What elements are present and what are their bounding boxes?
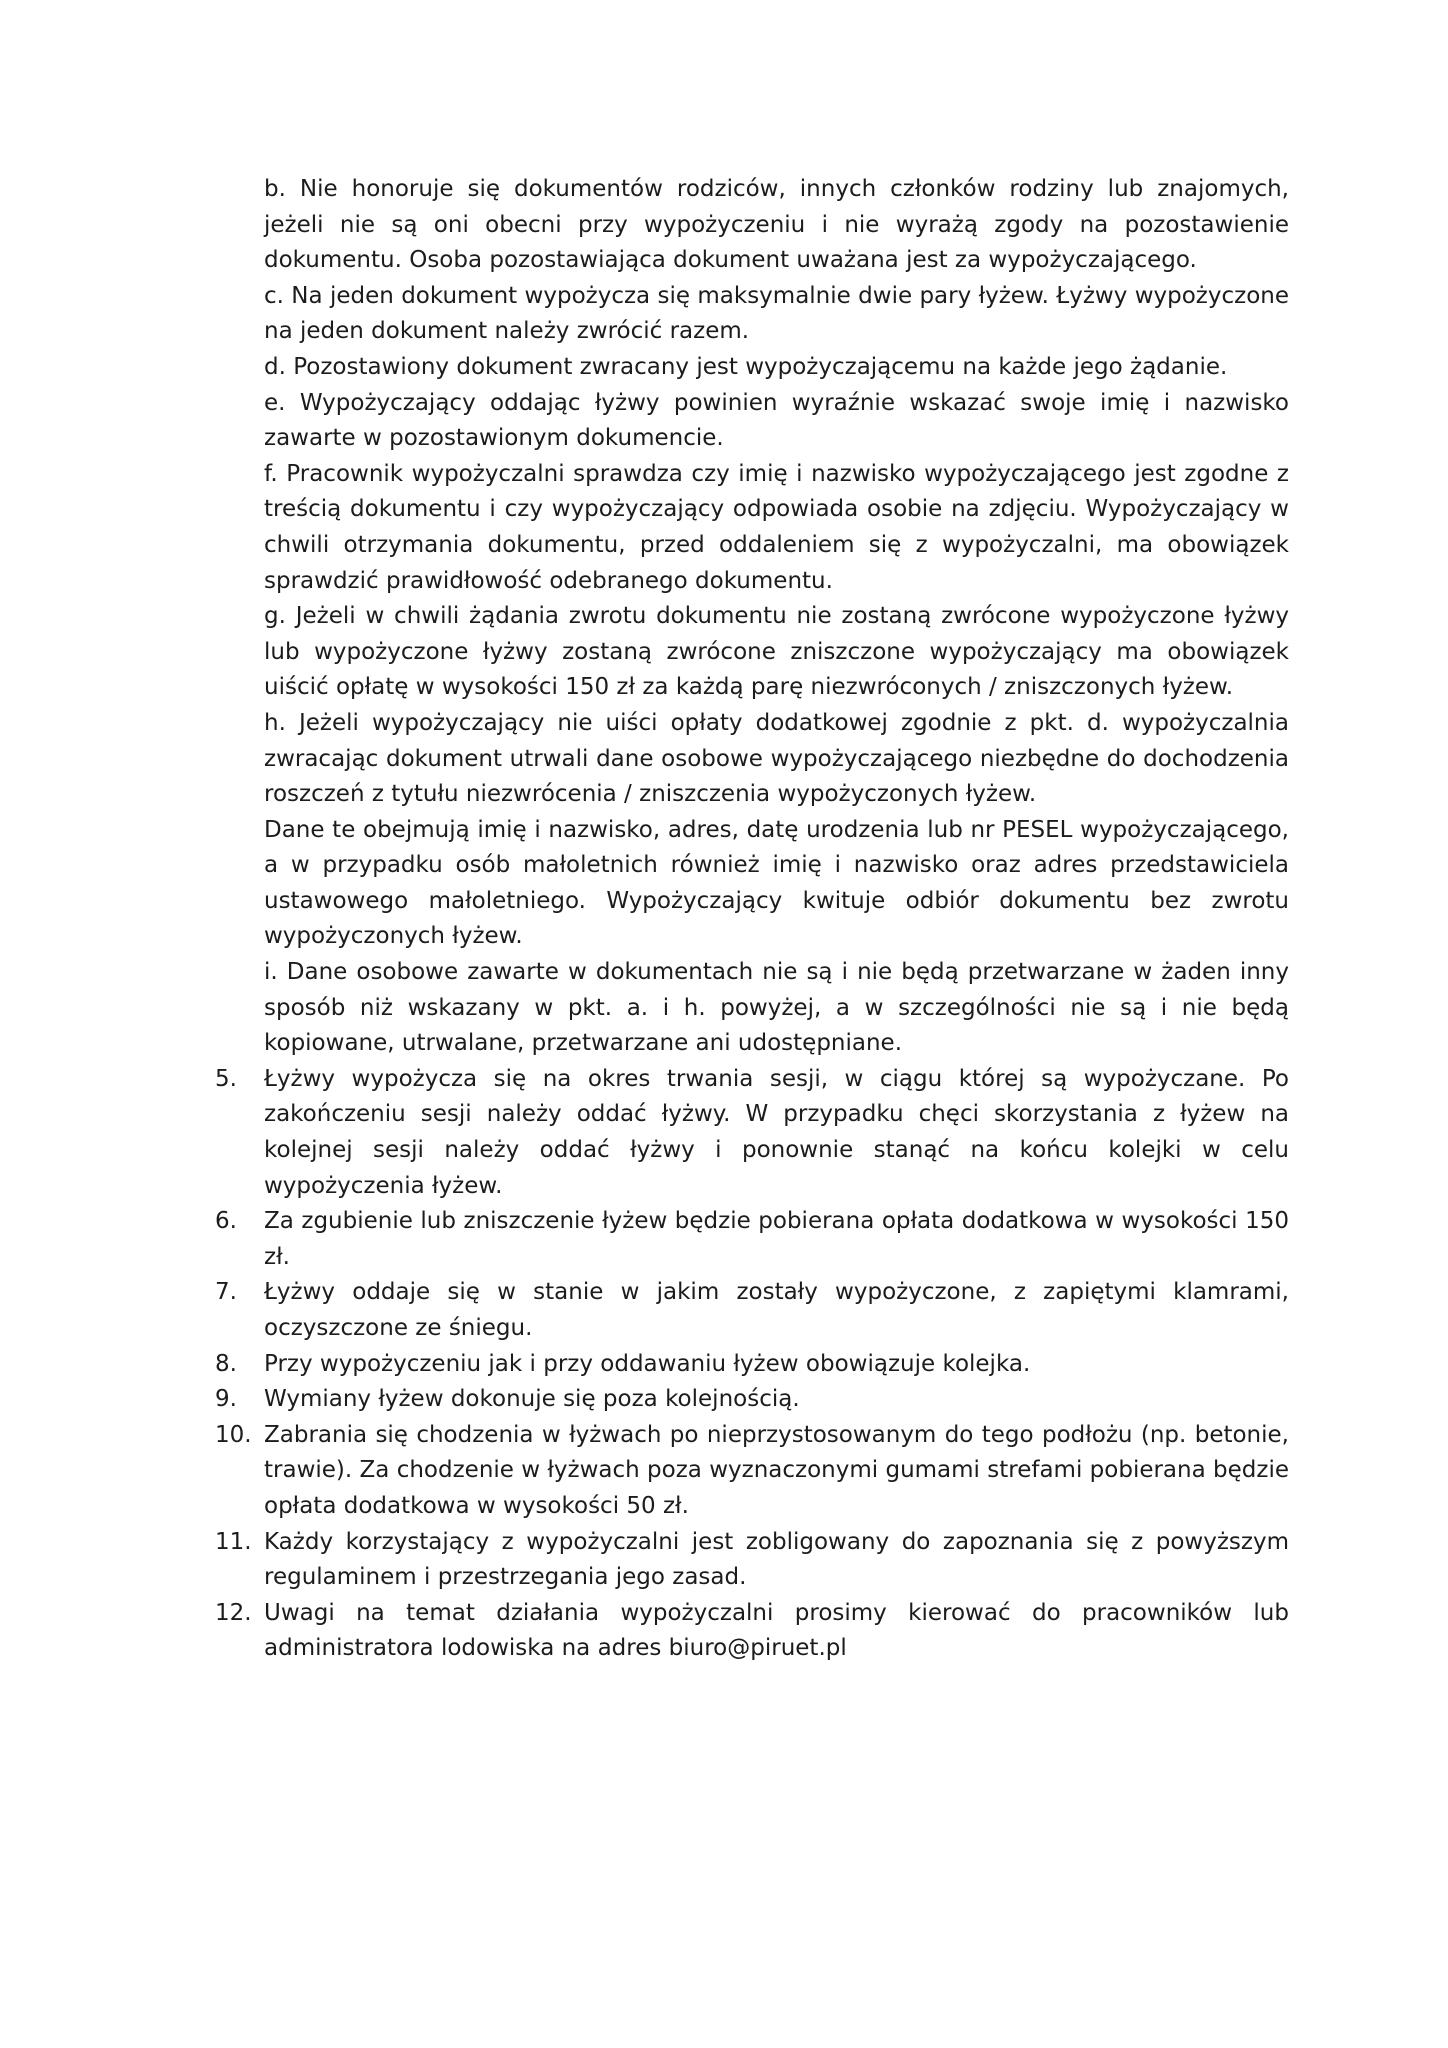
list-item-5 <box>215 1062 1289 1204</box>
list-item-text: Zabrania się chodzenia w łyżwach po nieprzystosowanym do tego podłożu (np. betonie, trawie). Za chodzenie w łyżwach poza wyznaczonymi gumami strefami pobierana będzie opłata dodatkowa w wysokości 50 zł. <box>264 1421 1289 1519</box>
list-item-number: 8. <box>215 1350 237 1377</box>
list-item-11 <box>215 1525 1289 1596</box>
sub-item-d: d. Pozostawiony dokument zwracany jest wypożyczającemu na każde jego żądanie. <box>264 353 1228 380</box>
list-item-text: Za zgubienie lub zniszczenie łyżew będzie pobierana opłata dodatkowa w wysokości 150 zł. <box>264 1208 1289 1270</box>
list-item-8 <box>215 1347 1289 1383</box>
sub-item-g: g. Jeżeli w chwili żądania zwrotu dokumentu nie zostaną zwrócone wypożyczone łyżwy lub wypożyczone łyżwy zostaną zwrócone zniszczone wypożyczający ma obowiązek uiścić opłatę w wysokości 150 zł za każdą parę niezwróconych / zniszczonych łyżew. <box>264 603 1289 701</box>
list-item-text: Uwagi na temat działania wypożyczalni prosimy kierować do pracowników lub administratora lodowiska na adres biuro@piruet.pl <box>264 1599 1289 1662</box>
sub-item-c: c. Na jeden dokument wypożycza się maksymalnie dwie pary łyżew. Łyżwy wypożyczone na jeden dokument należy zwrócić razem. <box>264 282 1289 345</box>
numbered-list <box>215 1062 1289 1667</box>
list-item-number: 7. <box>215 1279 237 1306</box>
sub-item-h-continuation: Dane te obejmują imię i nazwisko, adres, datę urodzenia lub nr PESEL wypożyczającego, a w przypadku osób małoletnich również imię i nazwisko oraz adres przedstawiciela ustawowego małoletniego. Wypożyczający kwituje odbiór dokumentu bez zwrotu wypożyczonych łyżew. <box>264 816 1289 950</box>
sub-item-h: h. Jeżeli wypożyczający nie uiści opłaty dodatkowej zgodnie z pkt. d. wypożyczalnia zwracając dokument utrwali dane osobowe wypożyczającego niezbędne do dochodzenia roszczeń z tytułu niezwrócenia / zniszczenia wypożyczonych łyżew. <box>264 709 1289 808</box>
list-item-number: 6. <box>215 1208 237 1235</box>
list-item-6 <box>215 1204 1289 1275</box>
sub-item-b: b. Nie honoruje się dokumentów rodziców, innych członków rodziny lub znajomych, jeżeli nie są oni obecni przy wypożyczeniu i nie wyrażą zgody na pozostawienie dokumentu. Osoba pozostawiająca dokument uważana jest za wypożyczającego. <box>264 176 1289 274</box>
list-item-number: 11. <box>215 1528 252 1555</box>
list-item-number: 10. <box>215 1421 252 1448</box>
regulations-text <box>215 172 1289 1667</box>
list-item-text: Każdy korzystający z wypożyczalni jest zobligowany do zapoznania się z powyższym regulaminem i przestrzegania jego zasad. <box>264 1528 1289 1591</box>
list-item-7 <box>215 1275 1289 1346</box>
list-item-12 <box>215 1596 1289 1667</box>
list-item-9 <box>215 1382 1289 1418</box>
list-item-number: 9. <box>215 1386 237 1413</box>
sub-item-i: i. Dane osobowe zawarte w dokumentach nie są i nie będą przetwarzane w żaden inny sposób niż wskazany w pkt. a. i h. powyżej, a w szczególności nie są i nie będą kopiowane, utrwalane, przetwarzane ani udostępniane. <box>264 959 1289 1057</box>
list-item-text: Łyżwy wypożycza się na okres trwania sesji, w ciągu której są wypożyczane. Po zakończeniu sesji należy oddać łyżwy. W przypadku chęci skorzystania z łyżew na kolejnej sesji należy oddać łyżwy i ponownie stanąć na końcu kolejki w celu wypożyczenia łyżew. <box>264 1065 1289 1199</box>
sub-item-e: e. Wypożyczający oddając łyżwy powinien wyraźnie wskazać swoje imię i nazwisko zawarte w pozostawionym dokumencie. <box>264 389 1289 452</box>
list-item-text: Łyżwy oddaje się w stanie w jakim zostały wypożyczone, z zapiętymi klamrami, oczyszczone ze śniegu. <box>264 1279 1289 1341</box>
list-item-number: 12. <box>215 1599 252 1626</box>
list-item-10 <box>215 1418 1289 1525</box>
list-item-text: Przy wypożyczeniu jak i przy oddawaniu łyżew obowiązuje kolejka. <box>264 1350 1031 1377</box>
sub-item-f: f. Pracownik wypożyczalni sprawdza czy imię i nazwisko wypożyczającego jest zgodne z treścią dokumentu i czy wypożyczający odpowiada osobie na zdjęciu. Wypożyczający w chwili otrzymania dokumentu, przed oddaleniem się z wypożyczalni, ma obowiązek sprawdzić prawidłowość odebranego dokumentu. <box>264 460 1289 594</box>
list-item-text: Wymiany łyżew dokonuje się poza kolejnością. <box>264 1386 800 1413</box>
list-item-number: 5. <box>215 1065 237 1092</box>
